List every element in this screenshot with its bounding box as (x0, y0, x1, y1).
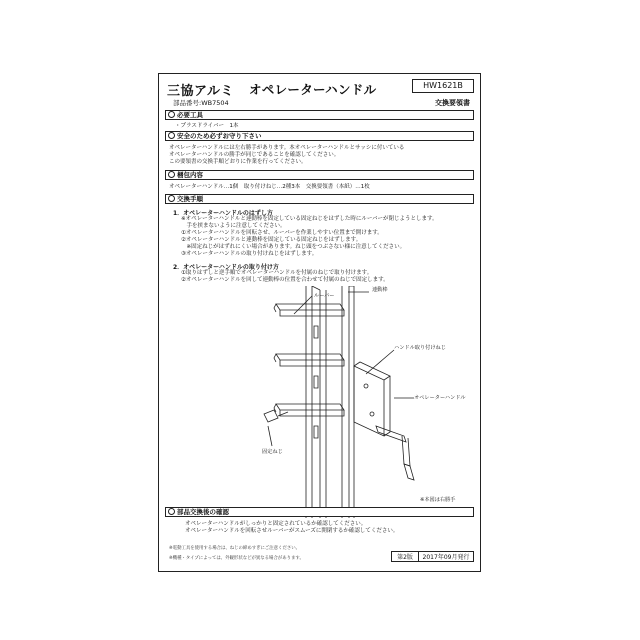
step1-line-1: ※オペレーターハンドルと連動棒を固定している固定ねじをはずした時にルーバーが閉じようとします。 (181, 216, 438, 222)
handle-illustration (254, 286, 474, 518)
step1-line-3: ①オペレーターハンドルを回転させ、ルーバーを作業しやすい位置まで開けます。 (181, 230, 383, 236)
step2-line-2: ②オペレーターハンドルを回して連動棒の位置を合わせて付属のねじで固定します。 (181, 277, 389, 283)
check-line-2: オペレーターハンドルを回転させルーバーがスムーズに開閉するか確認してください。 (185, 528, 399, 534)
label-interlock-rod: 連動棒 (372, 287, 388, 293)
step1-title: 1．オペレーターハンドルのはずし方 (173, 210, 273, 217)
safety-line-1: オペレーターハンドルには左右勝手があります。本オペレーターハンドルとサッシに付いている (169, 145, 405, 151)
section-heading-contents: 梱包内容 (165, 170, 474, 180)
label-handle-screw: ハンドル取り付けねじ (394, 345, 446, 351)
circle-bullet-icon (168, 508, 175, 515)
document-type: 交換要領書 (435, 99, 470, 107)
label-fixing-screw: 固定ねじ (262, 449, 283, 455)
edition-box: 第2版 (391, 551, 419, 562)
label-louver: ルーバー (314, 293, 335, 299)
footer-note-2: ※機種・タイプによっては、外観形状などが異なる場合があります。 (169, 556, 304, 561)
circle-bullet-icon (168, 111, 175, 118)
step1-line-6: ③オペレーターハンドルの取り付けねじをはずします。 (181, 251, 318, 257)
contents-line: オペレーターハンドル…1個 取り付けねじ…2種3本 交換要領書（本紙）…1枚 (169, 184, 370, 190)
section-heading-procedure: 交換手順 (165, 194, 474, 204)
brand-logo: 三協アルミ (167, 84, 234, 99)
document-number: HW1621B (412, 79, 474, 93)
circle-bullet-icon (168, 171, 175, 178)
section-heading-check: 部品交換後の確認 (165, 507, 474, 517)
check-line-1: オペレーターハンドルがしっかりと固定されているか確認してください。 (185, 521, 367, 527)
step1-line-4: ②オペレーターハンドルと連動棒を固定している固定ねじをはずします。 (181, 237, 362, 243)
mechanism-diagram (254, 286, 474, 518)
section-heading-tools: 必要工具 (165, 110, 474, 120)
step1-line-2: 手を挟まないように注意してください。 (181, 223, 286, 229)
step2-line-1: ①取りはずしと逆手順でオペレーターハンドルを付属のねじで取り付けます。 (181, 270, 373, 276)
issue-date-box: 2017年09月発行 (418, 551, 474, 562)
safety-line-2: オペレーターハンドルの勝手が同じであることを確認してください。 (169, 152, 340, 158)
document-title: オペレーターハンドル (249, 82, 377, 97)
label-operator-handle: オペレーターハンドル (414, 395, 466, 401)
footer-note-1: ※電動工具を使用する場合は、ねじの締めすぎにご注意ください。 (169, 546, 301, 551)
step1-line-5: ※固定ねじがはずれにくい場合があります。ねじ頭をつぶさない様に注意してください。 (181, 244, 406, 250)
part-number: 部品番号:WB7504 (173, 99, 229, 107)
section-heading-safety: 安全のため必ずお守り下さい (165, 131, 474, 141)
circle-bullet-icon (168, 132, 175, 139)
instruction-sheet (158, 73, 481, 572)
illustration-note: ※本図は右勝手 (420, 497, 456, 503)
circle-bullet-icon (168, 195, 175, 202)
safety-line-3: この要領書の交換手順どおりに作業を行ってください。 (169, 159, 307, 165)
tools-item: ・プラスドライバー 1本 (175, 123, 239, 129)
step2-title: 2．オペレーターハンドルの取り付け方 (173, 264, 279, 271)
